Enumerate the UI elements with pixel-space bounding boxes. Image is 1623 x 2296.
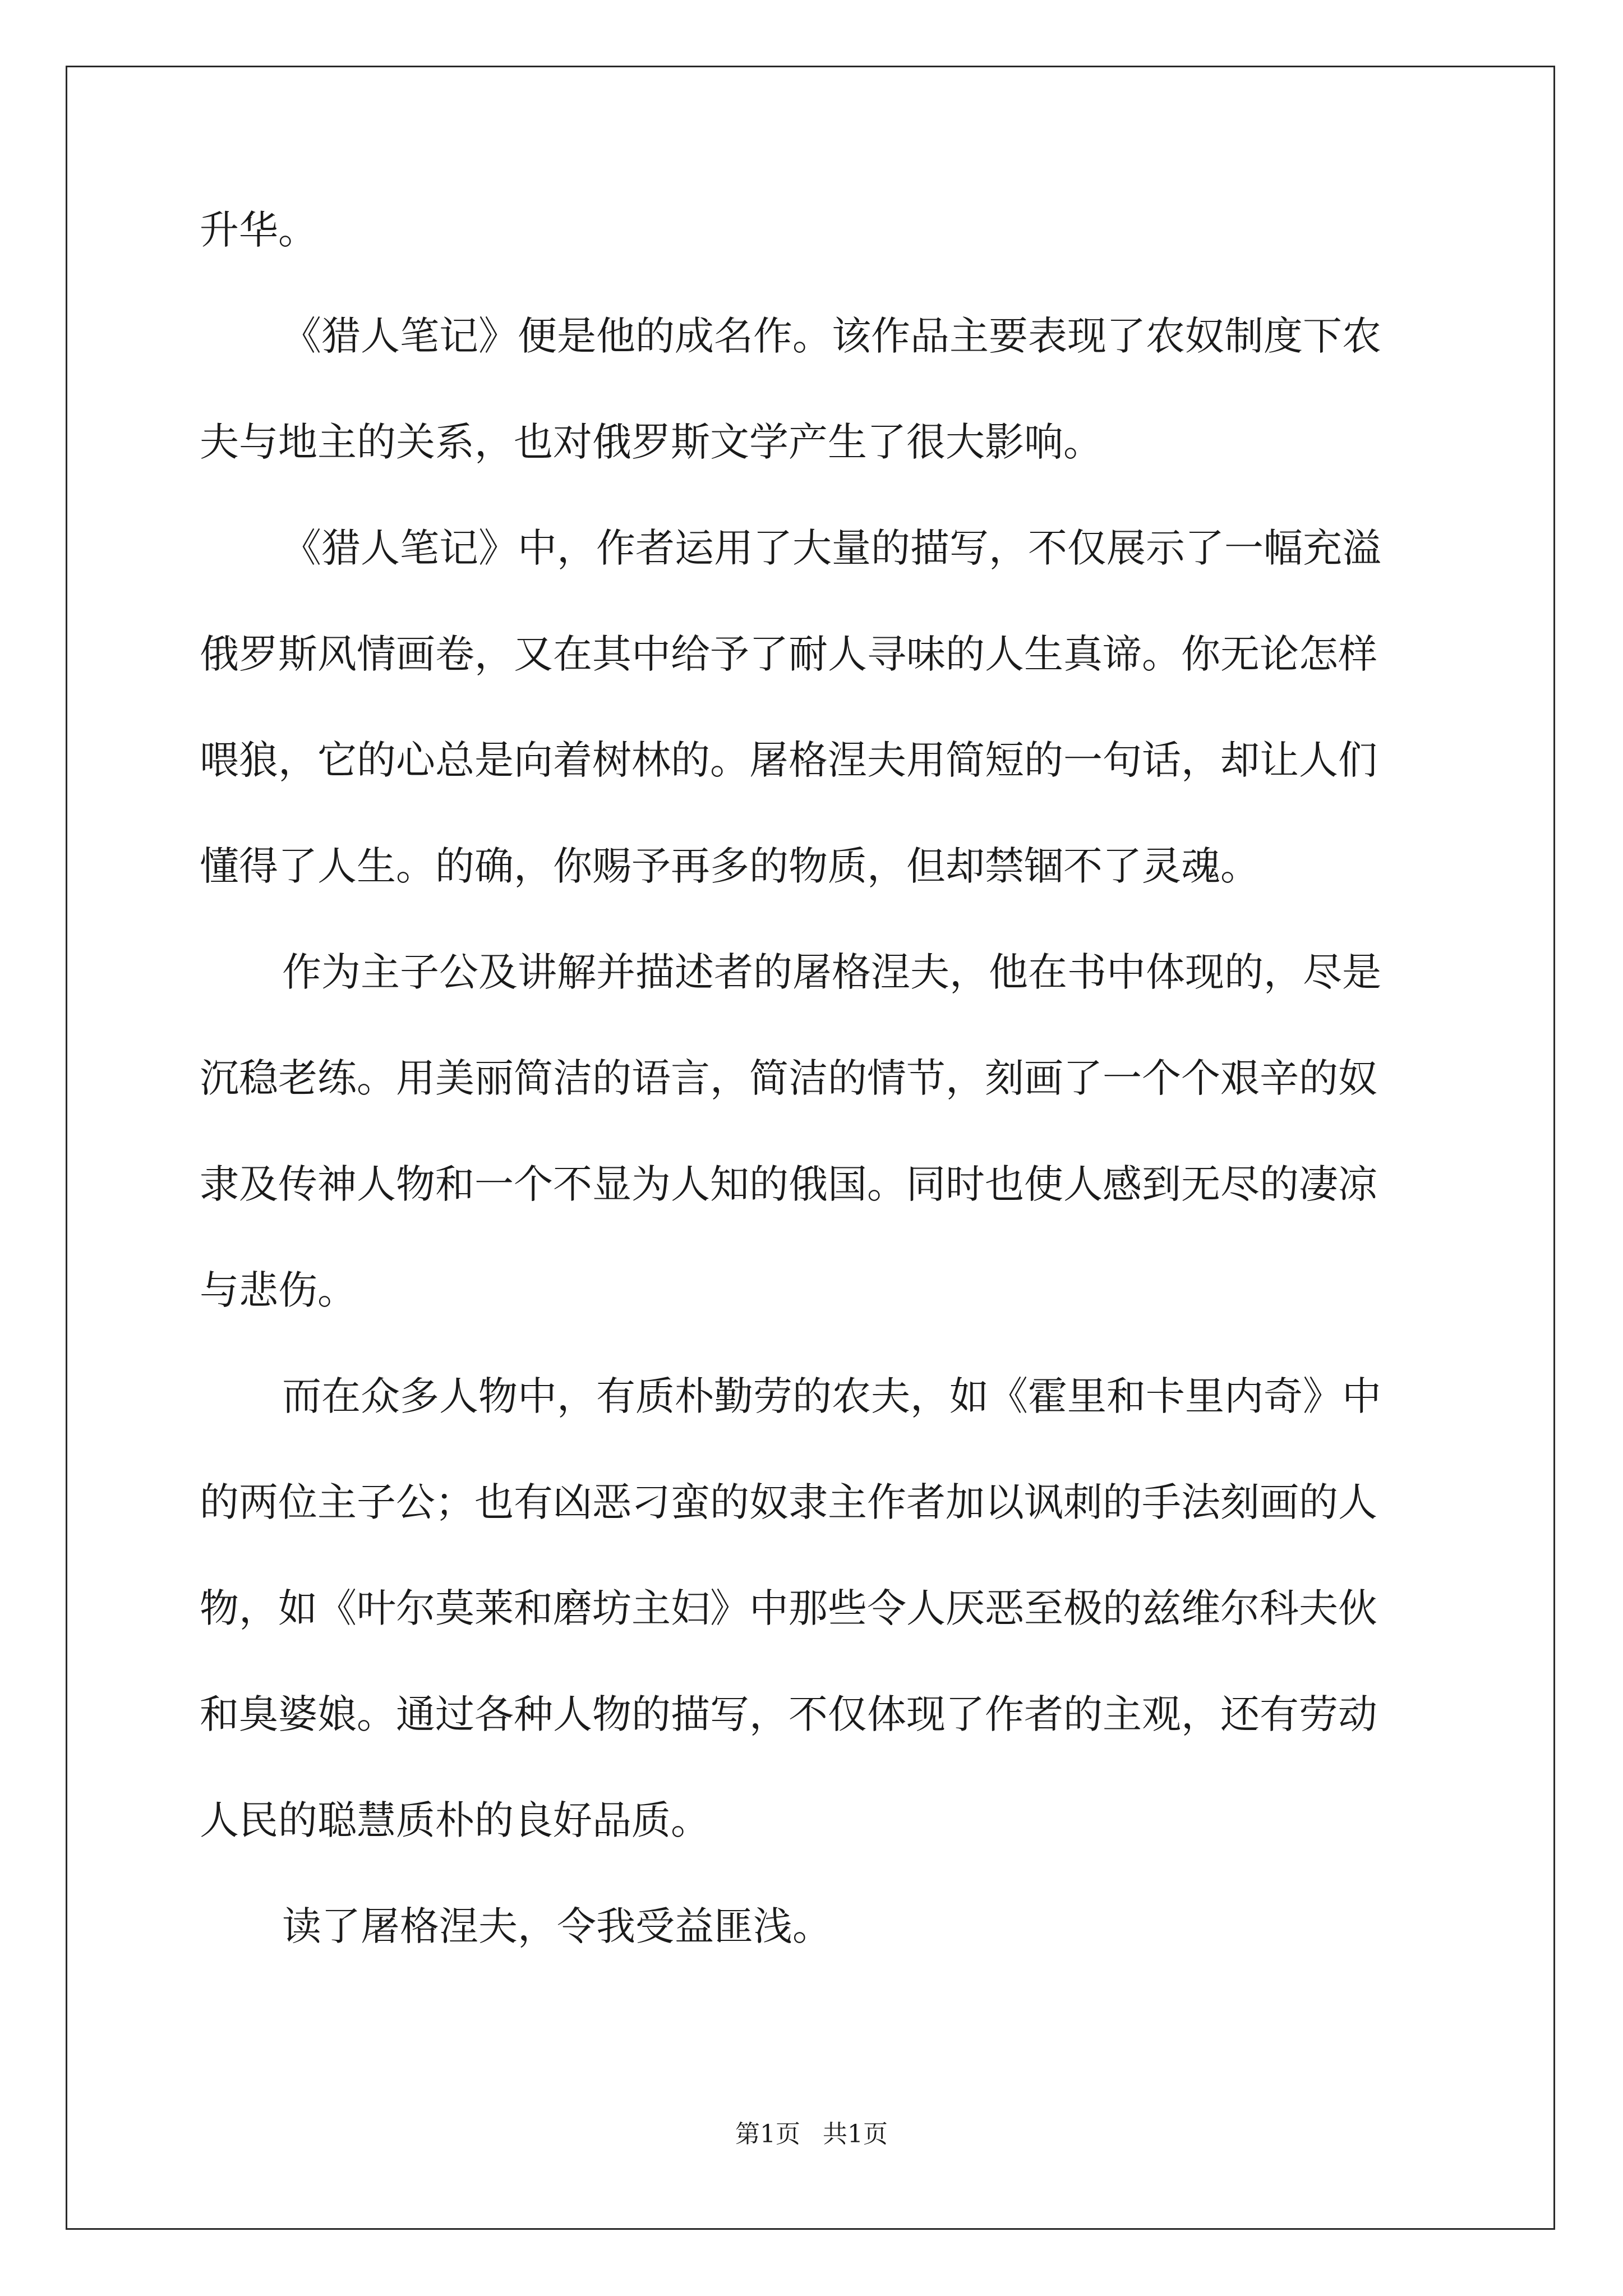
text-line: 读了屠格涅夫，令我受益匪浅。 bbox=[282, 1903, 832, 1949]
page-footer bbox=[0, 2118, 1623, 2151]
text-line: 《猎人笔记》便是他的成名作。该作品主要表现了农奴制度下农 bbox=[282, 313, 1381, 359]
page-number: 第1页 bbox=[735, 2120, 800, 2148]
text-line: 作为主子公及讲解并描述者的屠格涅夫，他在书中体现的，尽是 bbox=[282, 949, 1381, 995]
text-line: 俄罗斯风情画卷，又在其中给予了耐人寻味的人生真谛。你无论怎样 bbox=[200, 631, 1377, 677]
text-line: 隶及传神人物和一个不显为人知的俄国。同时也使人感到无尽的凄凉 bbox=[200, 1161, 1377, 1207]
page-total: 共1页 bbox=[823, 2120, 888, 2148]
text-line: 人民的聪慧质朴的良好品质。 bbox=[200, 1797, 710, 1843]
text-line: 物，如《叶尔莫莱和磨坊主妇》中那些令人厌恶至极的兹维尔科夫伙 bbox=[200, 1585, 1377, 1631]
text-line: 沉稳老练。用美丽简洁的语言，简洁的情节，刻画了一个个艰辛的奴 bbox=[200, 1055, 1377, 1101]
text-line: 与悲伤。 bbox=[200, 1267, 357, 1313]
text-line: 升华。 bbox=[200, 207, 317, 253]
text-line: 夫与地主的关系，也对俄罗斯文学产生了很大影响。 bbox=[200, 419, 1103, 465]
text-line: 而在众多人物中，有质朴勤劳的农夫，如《霍里和卡里内奇》中 bbox=[282, 1373, 1381, 1419]
text-line: 的两位主子公；也有凶恶刁蛮的奴隶主作者加以讽刺的手法刻画的人 bbox=[200, 1479, 1377, 1525]
text-line: 和臭婆娘。通过各种人物的描写，不仅体现了作者的主观，还有劳动 bbox=[200, 1691, 1377, 1737]
text-line: 懂得了人生。的确，你赐予再多的物质，但却禁锢不了灵魂。 bbox=[200, 843, 1260, 889]
text-line: 喂狼，它的心总是向着树林的。屠格涅夫用简短的一句话，却让人们 bbox=[200, 737, 1377, 783]
text-line: 《猎人笔记》中，作者运用了大量的描写，不仅展示了一幅充溢 bbox=[282, 525, 1381, 571]
